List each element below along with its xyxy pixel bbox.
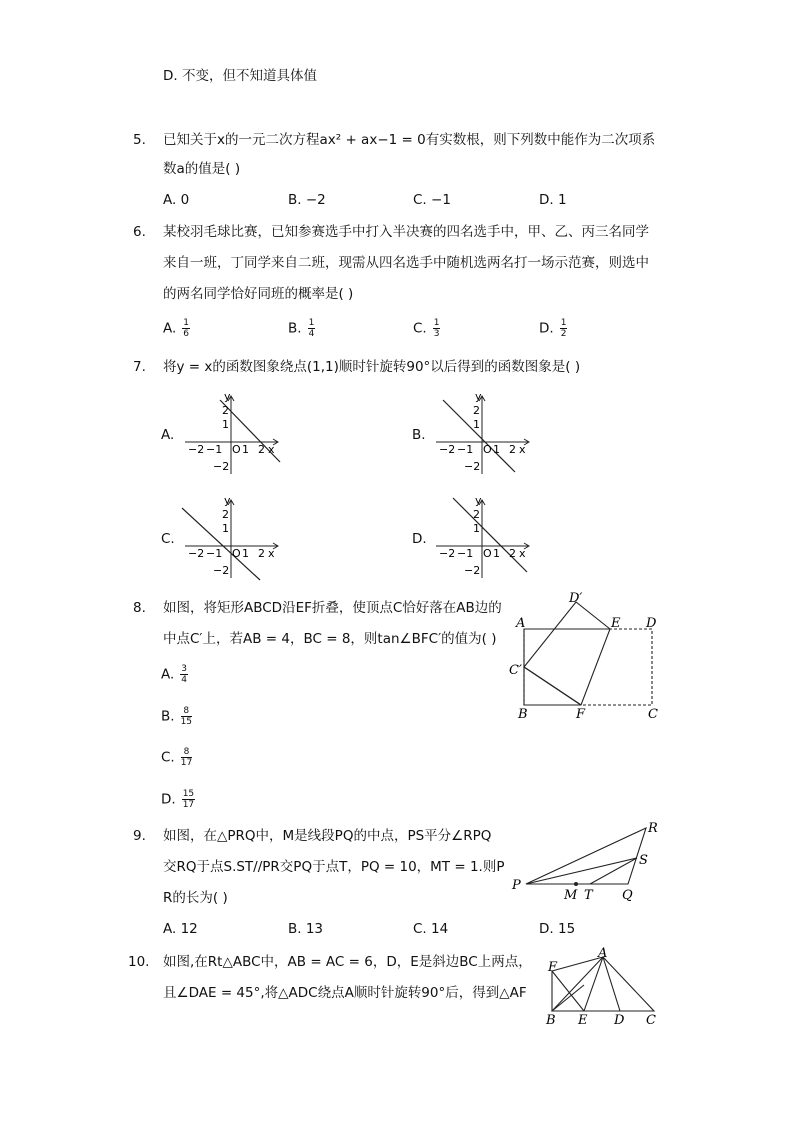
coordinate-axes <box>436 500 529 578</box>
segment-ps <box>526 858 637 884</box>
q6-option-a-letter: A. <box>163 320 177 337</box>
q8-option-c <box>161 747 192 768</box>
q5-option-c: C. −1 <box>413 192 451 208</box>
q4-option-d: D. 不变，但不知道具体值 <box>163 68 317 84</box>
triangle-abc <box>552 957 654 1011</box>
tick-1: 1 <box>473 418 480 431</box>
tick-2: 2 <box>509 547 516 560</box>
q8-stem-line2: 中点C′上，若AB = 4，BC = 8，则tan∠BFC′的值为( ) <box>163 631 497 647</box>
fraction-numerator: 1 <box>308 318 315 328</box>
q5-stem-line2: 数a的值是( ) <box>163 161 241 177</box>
tick-neg-1: −1 <box>206 443 223 456</box>
q8-figure <box>505 588 670 723</box>
tick-neg-1: −1 <box>457 547 474 560</box>
q8-option-a-fraction <box>180 664 188 685</box>
x-axis-label: x <box>268 443 275 456</box>
q8-option-d-fraction <box>182 789 195 810</box>
q9-stem-line1: 如图，在△PRQ中，M是线段PQ的中点，PS平分∠RPQ <box>163 828 492 844</box>
q5-option-b: B. −2 <box>288 192 326 208</box>
label-e: E <box>611 616 621 631</box>
tick-1: 1 <box>242 547 249 560</box>
q9-option-c: C. 14 <box>413 921 449 937</box>
q7-option-a-label: A. <box>161 427 175 443</box>
tick-1: 1 <box>493 443 500 456</box>
q6-option-b-fraction <box>308 318 316 339</box>
q8-option-b <box>161 706 192 727</box>
q9-option-b: B. 13 <box>288 921 324 937</box>
fraction-denominator: 2 <box>560 329 567 339</box>
q10-stem-line2: 且∠DAE = 45°,将△ADC绕点A顺时针旋转90°后，得到△AF <box>163 985 527 1001</box>
q6-option-c <box>413 318 440 339</box>
label-cprime: C′ <box>509 663 522 678</box>
label-s: S <box>639 853 648 868</box>
fraction-numerator: 15 <box>182 789 195 799</box>
tick-2: 2 <box>258 547 265 560</box>
fraction-numerator: 3 <box>181 664 188 674</box>
tick-neg-2: −2 <box>213 564 230 577</box>
q8-option-a-letter: A. <box>161 666 175 683</box>
q6-number: 6. <box>133 224 146 240</box>
q10-figure <box>540 945 665 1027</box>
label-c: C <box>648 707 658 722</box>
label-d: D <box>614 1013 625 1027</box>
label-f: F <box>548 960 558 975</box>
q9-option-a: A. 12 <box>163 921 198 937</box>
q8-option-c-fraction <box>181 747 192 768</box>
fraction-denominator: 6 <box>183 329 190 339</box>
tick-neg-2: −2 <box>213 460 230 473</box>
tick-neg-1: −1 <box>457 443 474 456</box>
fraction-numerator: 1 <box>433 318 440 328</box>
q9-stem-line3: R的长为( ) <box>163 890 228 906</box>
y-axis-label: y <box>224 494 231 507</box>
fraction-numerator: 8 <box>181 706 192 717</box>
tick-1: 1 <box>493 547 500 560</box>
origin-label: O <box>483 443 492 456</box>
tick-2: 2 <box>222 404 229 417</box>
y-axis-label: y <box>224 390 231 403</box>
q5-option-d: D. 1 <box>539 192 567 208</box>
tick-1: 1 <box>222 418 229 431</box>
origin-label: O <box>232 443 241 456</box>
segment-fe <box>552 971 584 1011</box>
x-axis-label: x <box>519 547 526 560</box>
folded-flap <box>524 602 610 705</box>
label-c: C <box>646 1013 656 1027</box>
q6-option-d <box>539 318 567 339</box>
tick-neg-1: −1 <box>206 547 223 560</box>
coordinate-axes <box>185 500 278 578</box>
fraction-denominator: 3 <box>433 329 440 339</box>
segment-cprime-f <box>524 667 581 705</box>
fraction-denominator: 4 <box>308 329 315 339</box>
tick-neg-2: −2 <box>188 443 205 456</box>
graph-line <box>453 498 527 572</box>
label-a: A <box>516 616 526 631</box>
label-m: M <box>564 888 578 903</box>
label-d: D <box>646 616 657 631</box>
tick-2: 2 <box>473 404 480 417</box>
origin-label: O <box>232 547 241 560</box>
tick-2: 2 <box>222 508 229 521</box>
folded-rectangle-edges <box>524 629 610 705</box>
q9-stem-line2: 交RQ于点S.ST//PR交PQ于点T，PQ = 10，MT = 1.则P <box>163 859 505 875</box>
q9-option-d: D. 15 <box>539 921 576 937</box>
fraction-numerator: 1 <box>183 318 190 328</box>
q7-number: 7. <box>133 359 146 375</box>
triangle-prq <box>526 828 646 884</box>
x-axis-label: x <box>519 443 526 456</box>
q9-figure <box>508 818 668 906</box>
tick-1: 1 <box>242 443 249 456</box>
q8-option-c-letter: C. <box>161 749 175 766</box>
tick-2: 2 <box>258 443 265 456</box>
q7-graph-d <box>431 494 541 584</box>
fraction-denominator: 4 <box>181 675 188 685</box>
segment-ae <box>584 957 603 1011</box>
q6-option-c-fraction <box>433 318 441 339</box>
y-axis-label: y <box>475 494 482 507</box>
label-dprime: D′ <box>569 591 583 606</box>
q8-stem-line1: 如图，将矩形ABCD沿EF折叠，使顶点C恰好落在AB边的 <box>163 600 502 616</box>
fraction-denominator: 15 <box>180 717 193 727</box>
q6-option-b <box>288 318 315 339</box>
label-q: Q <box>622 888 633 903</box>
q9-number: 9. <box>133 828 146 844</box>
origin-label: O <box>483 547 492 560</box>
q10-stem-line1: 如图,在Rt△ABC中，AB = AC = 6，D，E是斜边BC上两点， <box>163 954 532 970</box>
y-axis-label: y <box>475 390 482 403</box>
tick-neg-2: −2 <box>464 460 481 473</box>
label-t: T <box>584 888 593 903</box>
q5-option-a: A. 0 <box>163 192 190 208</box>
tick-neg-2: −2 <box>439 547 456 560</box>
tick-1: 1 <box>222 522 229 535</box>
point-m <box>574 882 578 886</box>
label-e: E <box>578 1013 588 1027</box>
fraction-numerator: 8 <box>181 747 192 758</box>
label-f: F <box>576 707 586 722</box>
q6-option-c-letter: C. <box>413 320 427 337</box>
q8-option-b-letter: B. <box>161 708 175 725</box>
segment-fa <box>552 957 603 971</box>
q7-graph-a <box>180 390 290 480</box>
q8-option-b-fraction <box>181 706 192 727</box>
label-b: B <box>546 1013 556 1027</box>
q6-stem-line3: 的两名同学恰好同班的概率是( ) <box>163 286 354 302</box>
q6-stem-line2: 来自一班，丁同学来自二班，现需从四名选手中随机选两名打一场示范赛，则选中 <box>163 255 649 271</box>
label-p: P <box>512 878 521 893</box>
segment-ad <box>603 957 620 1011</box>
label-a: A <box>598 946 608 961</box>
coordinate-axes <box>185 396 278 474</box>
q6-option-a <box>163 318 190 339</box>
q7-graph-c <box>180 494 290 584</box>
tick-1: 1 <box>473 522 480 535</box>
q8-option-d <box>161 789 195 810</box>
tick-neg-2: −2 <box>439 443 456 456</box>
q8-option-d-letter: D. <box>161 791 176 808</box>
q6-option-d-fraction <box>560 318 568 339</box>
q7-option-d-label: D. <box>412 531 427 547</box>
fraction-denominator: 17 <box>180 758 193 768</box>
x-axis-label: x <box>268 547 275 560</box>
tick-neg-2: −2 <box>464 564 481 577</box>
q7-option-b-label: B. <box>412 427 426 443</box>
fraction-denominator: 17 <box>182 800 195 810</box>
q8-number: 8. <box>133 600 146 616</box>
segment-bd-part <box>552 985 584 1011</box>
tick-neg-2: −2 <box>188 547 205 560</box>
tick-2: 2 <box>509 443 516 456</box>
q10-number: 10. <box>128 954 150 970</box>
q6-option-a-fraction <box>182 318 190 339</box>
q7-graph-b <box>431 390 541 480</box>
label-r: R <box>648 821 658 836</box>
original-rectangle <box>524 629 652 705</box>
segment-ts <box>590 858 637 884</box>
q5-number: 5. <box>133 132 146 148</box>
q5-stem-line1: 已知关于x的一元二次方程ax² + ax−1 = 0有实数根，则下列数中能作为二次项系 <box>163 132 656 148</box>
tick-2: 2 <box>473 508 480 521</box>
q7-option-c-label: C. <box>161 531 175 547</box>
q6-option-d-letter: D. <box>539 320 554 337</box>
q6-stem-line1: 某校羽毛球比赛，已知参赛选手中打入半决赛的四名选手中，甲、乙、丙三名同学 <box>163 224 649 240</box>
label-b: B <box>518 707 528 722</box>
q7-stem: 将y = x的函数图象绕点(1,1)顺时针旋转90°以后得到的函数图象是( ) <box>163 359 581 375</box>
q8-option-a <box>161 664 188 685</box>
fraction-numerator: 1 <box>560 318 567 328</box>
q6-option-b-letter: B. <box>288 320 302 337</box>
